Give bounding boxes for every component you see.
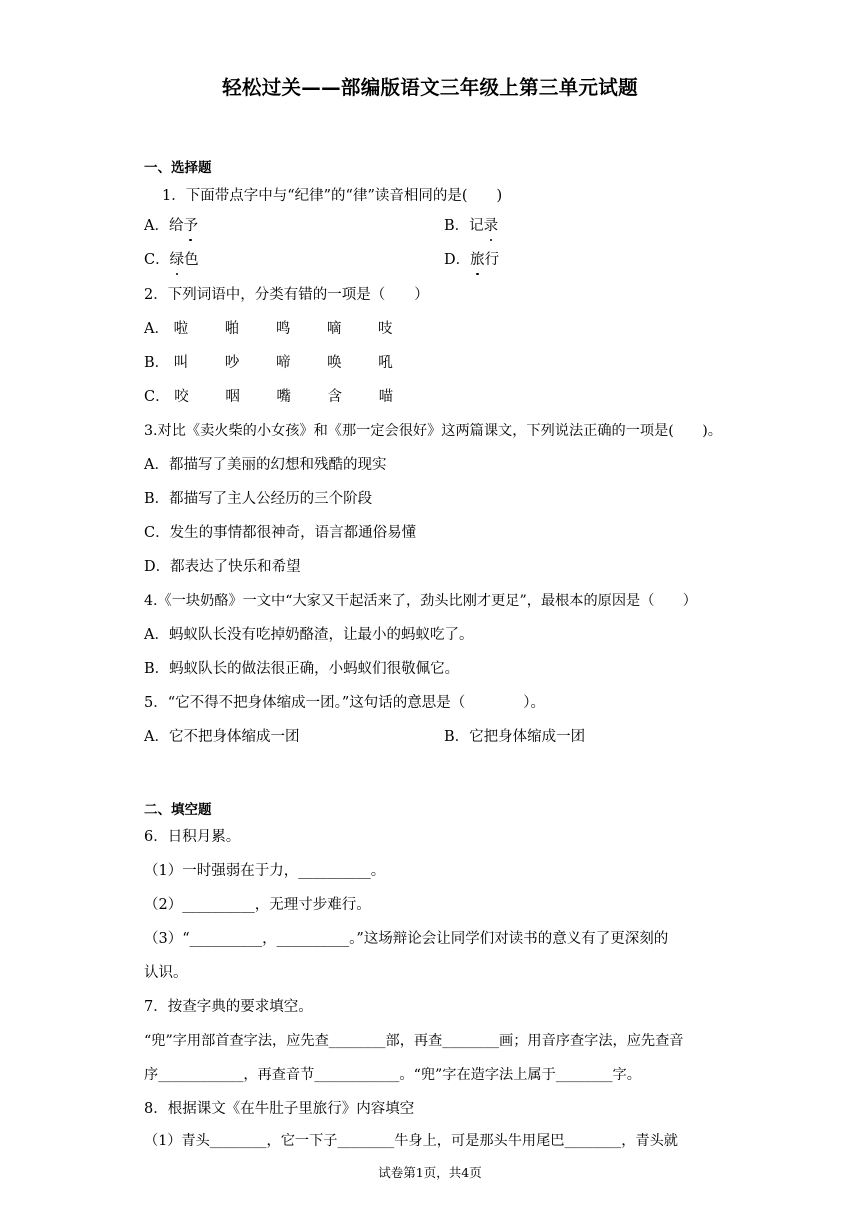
word: 啪 xyxy=(224,321,240,337)
word: 吼 xyxy=(378,355,393,371)
word: 唤 xyxy=(327,355,342,371)
dotted-char: 录 xyxy=(483,218,499,234)
word: 含 xyxy=(327,389,343,405)
question-1-option-c[interactable] xyxy=(144,250,199,270)
page-footer: 试卷第1页，共4页 xyxy=(378,1165,482,1180)
question-8-blank-line-1[interactable]: （1）青头________，它一下子________牛身上，可是那头牛用尾巴________，青头就 xyxy=(144,1133,678,1149)
question-6-stem: 6．日积月累。 xyxy=(144,829,241,845)
question-1-option-a[interactable] xyxy=(144,216,198,236)
word: 嘴 xyxy=(276,389,291,405)
question-5-option-a[interactable]: A．它不把身体缩成一团 xyxy=(144,729,300,745)
question-1-option-d[interactable] xyxy=(444,250,499,270)
word: 吵 xyxy=(224,355,240,371)
question-2-option-c[interactable] xyxy=(144,387,393,407)
option-text: 色 xyxy=(184,252,199,268)
question-3-option-a[interactable]: A．都描写了美丽的幻想和残酷的现实 xyxy=(144,457,387,473)
dotted-char: 绿 xyxy=(169,252,185,268)
section-heading-fill-blank: 二、填空题 xyxy=(144,802,212,818)
option-label: B． xyxy=(144,355,170,371)
question-4-stem: 4.《一块奶酪》一文中“大家又干起活来了，劲头比刚才更足”，最根本的原因是（ ） xyxy=(144,593,697,609)
option-label: C． xyxy=(144,389,170,405)
question-7-blank-line-1[interactable]: “兜”字用部首查字法，应先查________部，再查________画；用音序查字法，应先查音 xyxy=(144,1033,684,1049)
question-6-blank-1[interactable]: （1）一时强弱在于力，__________。 xyxy=(144,863,386,879)
word: 叫 xyxy=(173,355,189,371)
word: 咽 xyxy=(225,389,240,405)
question-5-stem: 5．“它不得不把身体缩成一团。”这句话的意思是（ ）。 xyxy=(144,695,546,711)
question-7-blank-line-2[interactable]: 序____________，再查音节____________。“兜”字在造字法上属于________字。 xyxy=(144,1067,641,1083)
question-5-option-b[interactable]: B．它把身体缩成一团 xyxy=(444,729,586,745)
option-text: B．记 xyxy=(444,218,484,234)
question-2-option-a[interactable] xyxy=(144,319,393,339)
question-1-stem: 1．下面带点字中与“纪律”的“律”读音相同的是( ) xyxy=(162,188,503,204)
question-3-option-c[interactable]: C．发生的事情都很神奇，语言都通俗易懂 xyxy=(144,525,417,541)
option-text: C． xyxy=(144,252,170,268)
question-6-blank-2[interactable]: （2）__________，无理寸步难行。 xyxy=(144,897,371,913)
question-2-stem: 2．下列词语中，分类有错的一项是（ ） xyxy=(144,287,429,303)
question-7-stem: 7．按查字典的要求填空。 xyxy=(144,999,313,1015)
question-3-option-b[interactable]: B．都描写了主人公经历的三个阶段 xyxy=(144,491,373,507)
option-text: A．给 xyxy=(144,218,184,234)
option-text: 行 xyxy=(484,252,500,268)
dotted-char: 旅 xyxy=(470,252,485,268)
word: 鸣 xyxy=(275,321,291,337)
word: 啼 xyxy=(275,355,291,371)
page-title: 轻松过关——部编版语文三年级上第三单元试题 xyxy=(222,76,638,99)
option-text: D． xyxy=(444,252,471,268)
word: 喵 xyxy=(378,389,394,405)
question-4-option-a[interactable]: A．蚂蚁队长没有吃掉奶酪渣，让最小的蚂蚁吃了。 xyxy=(144,627,474,643)
word: 啦 xyxy=(173,321,189,337)
option-label: A． xyxy=(144,321,169,337)
question-3-stem: 3.对比《卖火柴的小女孩》和《那一定会很好》这两篇课文，下列说法正确的一项是( )。 xyxy=(144,423,722,439)
word: 咬 xyxy=(174,389,189,405)
question-6-blank-3[interactable]: （3）“__________，__________。”这场辩论会让同学们对读书的意义有了更深刻的 xyxy=(144,931,669,947)
dotted-char: 予 xyxy=(183,218,198,234)
question-6-text-cont: 认识。 xyxy=(144,965,188,981)
question-3-option-d[interactable]: D．都表达了快乐和希望 xyxy=(144,559,301,575)
section-heading-choice: 一、选择题 xyxy=(144,160,212,176)
word: 嘀 xyxy=(326,321,342,337)
question-8-stem: 8．根据课文《在牛肚子里旅行》内容填空 xyxy=(144,1101,415,1117)
word: 吱 xyxy=(378,321,393,337)
question-4-option-b[interactable]: B．蚂蚁队长的做法很正确，小蚂蚁们很敬佩它。 xyxy=(144,661,460,677)
question-1-option-b[interactable] xyxy=(444,216,498,236)
question-2-option-b[interactable] xyxy=(144,353,393,373)
